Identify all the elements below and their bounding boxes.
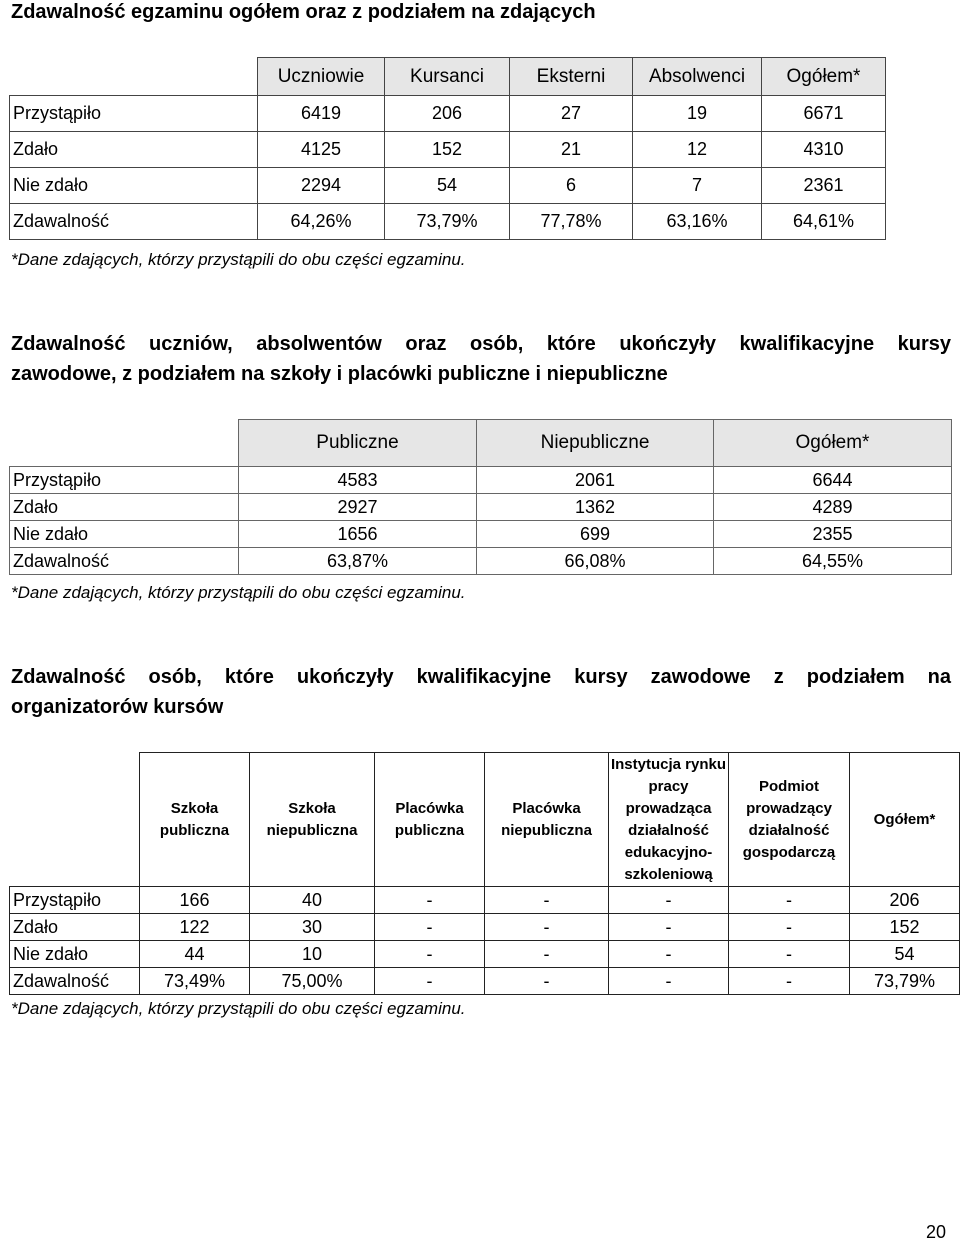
cell: 64,55% <box>714 548 952 575</box>
column-header: Szkoła publiczna <box>140 753 250 887</box>
page-number: 20 <box>926 1222 947 1242</box>
row-label: Zdało <box>10 914 140 941</box>
table-row <box>10 96 886 132</box>
column-header: Instytucja rynku pracy prowadząca działalność edukacyjno-szkoleniową <box>609 753 729 887</box>
cell: 2361 <box>762 168 886 204</box>
column-header: Ogółem* <box>850 753 960 887</box>
cell: 19 <box>633 96 762 132</box>
cell: 4310 <box>762 132 886 168</box>
cell: 10 <box>250 941 375 968</box>
cell: 152 <box>385 132 510 168</box>
column-header: Niepubliczne <box>477 420 714 467</box>
column-header: Eksterni <box>510 58 633 96</box>
cell: 1656 <box>239 521 477 548</box>
row-label: Nie zdało <box>10 521 239 548</box>
cell: 6644 <box>714 467 952 494</box>
cell: - <box>485 968 609 995</box>
cell: - <box>729 941 850 968</box>
cell: 699 <box>477 521 714 548</box>
cell: 166 <box>140 887 250 914</box>
cell: 54 <box>385 168 510 204</box>
cell: - <box>609 914 729 941</box>
table-row <box>10 941 960 968</box>
table-corner <box>10 58 258 96</box>
cell: 75,00% <box>250 968 375 995</box>
column-header: Szkoła niepubliczna <box>250 753 375 887</box>
table-row <box>10 494 952 521</box>
row-label: Zdawalność <box>10 548 239 575</box>
row-label: Przystąpiło <box>10 96 258 132</box>
cell: - <box>375 887 485 914</box>
table-header-row <box>10 58 886 96</box>
cell: 1362 <box>477 494 714 521</box>
table-exam-pass-rate-by-examinee <box>9 57 886 240</box>
cell: - <box>609 968 729 995</box>
row-label: Zdawalność <box>10 968 140 995</box>
table-row <box>10 548 952 575</box>
table-corner <box>10 420 239 467</box>
cell: - <box>729 887 850 914</box>
cell: 2927 <box>239 494 477 521</box>
cell: 30 <box>250 914 375 941</box>
row-label: Zdało <box>10 132 258 168</box>
cell: - <box>485 887 609 914</box>
cell: 12 <box>633 132 762 168</box>
table-corner <box>10 753 140 887</box>
cell: 66,08% <box>477 548 714 575</box>
cell: 40 <box>250 887 375 914</box>
cell: 206 <box>385 96 510 132</box>
section3-title-line2: organizatorów kursów <box>11 696 224 718</box>
table-row <box>10 521 952 548</box>
column-header: Placówka publiczna <box>375 753 485 887</box>
row-label: Nie zdało <box>10 941 140 968</box>
cell: 73,49% <box>140 968 250 995</box>
row-label: Nie zdało <box>10 168 258 204</box>
table-pass-rate-public-nonpublic <box>9 419 952 575</box>
column-header: Ogółem* <box>714 420 952 467</box>
cell: 73,79% <box>385 204 510 240</box>
cell: 27 <box>510 96 633 132</box>
cell: - <box>609 941 729 968</box>
cell: 73,79% <box>850 968 960 995</box>
column-header: Placówka niepubliczna <box>485 753 609 887</box>
row-label: Przystąpiło <box>10 467 239 494</box>
section2-title-line2: zawodowe, z podziałem na szkoły i placówki publiczne i niepubliczne <box>11 363 668 385</box>
row-label: Zdawalność <box>10 204 258 240</box>
column-header: Publiczne <box>239 420 477 467</box>
cell: 206 <box>850 887 960 914</box>
table-row <box>10 887 960 914</box>
cell: 21 <box>510 132 633 168</box>
cell: 63,87% <box>239 548 477 575</box>
cell: - <box>375 914 485 941</box>
table-row <box>10 914 960 941</box>
table-header-row <box>10 420 952 467</box>
table-row <box>10 467 952 494</box>
cell: 2294 <box>258 168 385 204</box>
table-header-row <box>10 753 960 887</box>
section2-title-line1: Zdawalność uczniów, absolwentów oraz osób, które ukończyły kwalifikacyjne kursy <box>11 333 951 355</box>
section1-title: Zdawalność egzaminu ogółem oraz z podziałem na zdających <box>11 1 596 23</box>
table-row <box>10 168 886 204</box>
cell: 4289 <box>714 494 952 521</box>
footnote: *Dane zdających, którzy przystąpili do obu części egzaminu. <box>11 583 466 602</box>
cell: 6419 <box>258 96 385 132</box>
table-row <box>10 968 960 995</box>
cell: - <box>485 941 609 968</box>
cell: - <box>729 914 850 941</box>
column-header: Uczniowie <box>258 58 385 96</box>
cell: 2061 <box>477 467 714 494</box>
table-row <box>10 132 886 168</box>
cell: - <box>375 941 485 968</box>
cell: 44 <box>140 941 250 968</box>
table-pass-rate-by-course-organizer <box>9 752 960 995</box>
column-header: Podmiot prowadzący działalność gospodarczą <box>729 753 850 887</box>
cell: 63,16% <box>633 204 762 240</box>
cell: 64,61% <box>762 204 886 240</box>
table-row <box>10 204 886 240</box>
cell: - <box>485 914 609 941</box>
cell: 6671 <box>762 96 886 132</box>
row-label: Przystąpiło <box>10 887 140 914</box>
row-label: Zdało <box>10 494 239 521</box>
cell: - <box>729 968 850 995</box>
footnote: *Dane zdających, którzy przystąpili do obu części egzaminu. <box>11 999 466 1018</box>
cell: 77,78% <box>510 204 633 240</box>
cell: 152 <box>850 914 960 941</box>
cell: 2355 <box>714 521 952 548</box>
section3-title-line1: Zdawalność osób, które ukończyły kwalifikacyjne kursy zawodowe z podziałem na <box>11 666 951 688</box>
column-header: Absolwenci <box>633 58 762 96</box>
section3-title <box>11 662 951 722</box>
footnote: *Dane zdających, którzy przystąpili do obu części egzaminu. <box>11 250 466 269</box>
cell: 54 <box>850 941 960 968</box>
section2-title <box>11 329 951 389</box>
column-header: Ogółem* <box>762 58 886 96</box>
cell: - <box>375 968 485 995</box>
cell: 4125 <box>258 132 385 168</box>
column-header: Kursanci <box>385 58 510 96</box>
cell: 122 <box>140 914 250 941</box>
cell: 7 <box>633 168 762 204</box>
cell: 64,26% <box>258 204 385 240</box>
cell: - <box>609 887 729 914</box>
cell: 4583 <box>239 467 477 494</box>
cell: 6 <box>510 168 633 204</box>
